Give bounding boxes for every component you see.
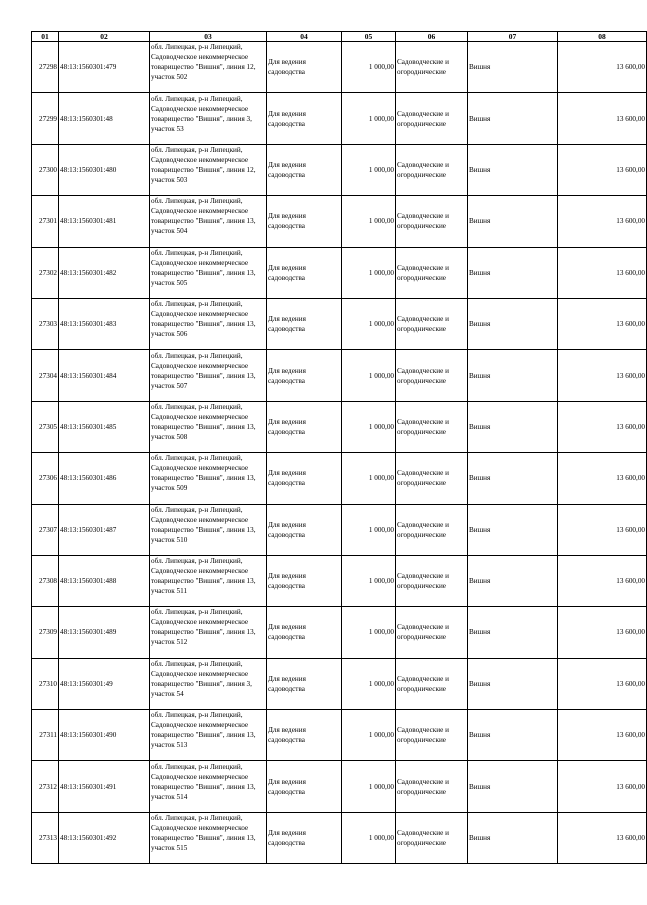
row-number-cell: 27307 [32,504,59,555]
land-category-cell: Садоводческие и огороднические [396,196,468,247]
cadastral-number-cell: 48:13:1560301:491 [59,761,150,812]
area-cell: 1 000,00 [342,710,396,761]
land-registry-table [31,31,647,864]
cadastral-value-cell: 13 600,00 [558,607,647,658]
row-number-cell: 27303 [32,298,59,349]
area-cell: 1 000,00 [342,607,396,658]
permitted-use-cell: Для ведения садоводства [267,93,342,144]
partnership-name-cell: Вишня [468,710,558,761]
area-cell: 1 000,00 [342,350,396,401]
land-category-cell: Садоводческие и огороднические [396,350,468,401]
cadastral-value-cell: 13 600,00 [558,812,647,863]
row-number-cell: 27306 [32,453,59,504]
cadastral-value-cell: 13 600,00 [558,350,647,401]
cadastral-number-cell: 48:13:1560301:487 [59,504,150,555]
permitted-use-cell: Для ведения садоводства [267,298,342,349]
land-category-cell: Садоводческие и огороднические [396,93,468,144]
column-header-01: 01 [32,32,59,42]
row-number-cell: 27305 [32,401,59,452]
column-header-06: 06 [396,32,468,42]
permitted-use-cell: Для ведения садоводства [267,42,342,93]
address-text: обл. Липецкая, р-н Липецкий, Садоводческое некоммерческое товарищество "Вишня", линия 13, участок 514 [151,762,256,801]
permitted-use-cell: Для ведения садоводства [267,710,342,761]
permitted-use-cell: Для ведения садоводства [267,196,342,247]
column-header-04: 04 [267,32,342,42]
address-text: обл. Липецкая, р-н Липецкий, Садоводческое некоммерческое товарищество "Вишня", линия 13, участок 511 [151,557,256,596]
area-cell: 1 000,00 [342,93,396,144]
address-cell [150,247,267,298]
row-number-cell: 27304 [32,350,59,401]
permitted-use-cell: Для ведения садоводства [267,504,342,555]
partnership-name-cell: Вишня [468,812,558,863]
permitted-use-cell: Для ведения садоводства [267,812,342,863]
land-category-cell: Садоводческие и огороднические [396,453,468,504]
column-header-07: 07 [468,32,558,42]
partnership-name-cell: Вишня [468,504,558,555]
cadastral-number-cell: 48:13:1560301:49 [59,658,150,709]
address-text: обл. Липецкая, р-н Липецкий, Садоводческое некоммерческое товарищество "Вишня", линия 3, участок 53 [151,94,252,133]
row-number-cell: 27313 [32,812,59,863]
cadastral-value-cell: 13 600,00 [558,247,647,298]
address-cell [150,710,267,761]
partnership-name-cell: Вишня [468,453,558,504]
table-row [32,658,647,709]
address-cell [150,453,267,504]
land-category-cell: Садоводческие и огороднические [396,658,468,709]
cadastral-number-cell: 48:13:1560301:485 [59,401,150,452]
permitted-use-cell: Для ведения садоводства [267,144,342,195]
table-row [32,144,647,195]
address-cell [150,93,267,144]
land-category-cell: Садоводческие и огороднические [396,144,468,195]
address-text: обл. Липецкая, р-н Липецкий, Садоводческое некоммерческое товарищество "Вишня", линия 13, участок 505 [151,248,256,287]
row-number-cell: 27309 [32,607,59,658]
area-cell: 1 000,00 [342,812,396,863]
row-number-cell: 27311 [32,710,59,761]
area-cell: 1 000,00 [342,658,396,709]
address-cell [150,196,267,247]
address-cell [150,504,267,555]
table-row [32,247,647,298]
cadastral-value-cell: 13 600,00 [558,93,647,144]
cadastral-number-cell: 48:13:1560301:486 [59,453,150,504]
document-page [31,31,647,864]
address-text: обл. Липецкая, р-н Липецкий, Садоводческое некоммерческое товарищество "Вишня", линия 13, участок 513 [151,711,256,750]
column-header-02: 02 [59,32,150,42]
cadastral-value-cell: 13 600,00 [558,196,647,247]
permitted-use-cell: Для ведения садоводства [267,350,342,401]
land-category-cell: Садоводческие и огороднические [396,42,468,93]
cadastral-value-cell: 13 600,00 [558,555,647,606]
permitted-use-cell: Для ведения садоводства [267,401,342,452]
address-text: обл. Липецкая, р-н Липецкий, Садоводческое некоммерческое товарищество "Вишня", линия 13, участок 512 [151,608,256,647]
table-row [32,607,647,658]
table-row [32,453,647,504]
column-header-05: 05 [342,32,396,42]
table-row [32,196,647,247]
table-row [32,761,647,812]
area-cell: 1 000,00 [342,298,396,349]
area-cell: 1 000,00 [342,453,396,504]
cadastral-value-cell: 13 600,00 [558,710,647,761]
area-cell: 1 000,00 [342,144,396,195]
table-body [32,42,647,864]
land-category-cell: Садоводческие и огороднические [396,607,468,658]
partnership-name-cell: Вишня [468,42,558,93]
cadastral-number-cell: 48:13:1560301:481 [59,196,150,247]
area-cell: 1 000,00 [342,401,396,452]
cadastral-number-cell: 48:13:1560301:482 [59,247,150,298]
address-text: обл. Липецкая, р-н Липецкий, Садоводческое некоммерческое товарищество "Вишня", линия 13, участок 504 [151,197,256,236]
address-cell [150,812,267,863]
address-text: обл. Липецкая, р-н Липецкий, Садоводческое некоммерческое товарищество "Вишня", линия 13, участок 510 [151,505,256,544]
table-row [32,555,647,606]
cadastral-value-cell: 13 600,00 [558,504,647,555]
cadastral-value-cell: 13 600,00 [558,453,647,504]
area-cell: 1 000,00 [342,42,396,93]
cadastral-value-cell: 13 600,00 [558,761,647,812]
address-cell [150,401,267,452]
table-header-row [32,32,647,42]
address-cell [150,144,267,195]
land-category-cell: Садоводческие и огороднические [396,247,468,298]
row-number-cell: 27312 [32,761,59,812]
table-row [32,812,647,863]
land-category-cell: Садоводческие и огороднические [396,504,468,555]
cadastral-number-cell: 48:13:1560301:489 [59,607,150,658]
row-number-cell: 27298 [32,42,59,93]
permitted-use-cell: Для ведения садоводства [267,247,342,298]
cadastral-number-cell: 48:13:1560301:48 [59,93,150,144]
address-cell [150,658,267,709]
partnership-name-cell: Вишня [468,247,558,298]
partnership-name-cell: Вишня [468,658,558,709]
partnership-name-cell: Вишня [468,401,558,452]
address-cell [150,607,267,658]
address-cell [150,298,267,349]
permitted-use-cell: Для ведения садоводства [267,658,342,709]
cadastral-value-cell: 13 600,00 [558,298,647,349]
area-cell: 1 000,00 [342,761,396,812]
cadastral-number-cell: 48:13:1560301:484 [59,350,150,401]
row-number-cell: 27310 [32,658,59,709]
cadastral-number-cell: 48:13:1560301:483 [59,298,150,349]
cadastral-number-cell: 48:13:1560301:488 [59,555,150,606]
table-row [32,93,647,144]
area-cell: 1 000,00 [342,196,396,247]
address-text: обл. Липецкая, р-н Липецкий, Садоводческое некоммерческое товарищество "Вишня", линия 3, участок 54 [151,659,252,698]
row-number-cell: 27300 [32,144,59,195]
row-number-cell: 27301 [32,196,59,247]
partnership-name-cell: Вишня [468,350,558,401]
land-category-cell: Садоводческие и огороднические [396,401,468,452]
partnership-name-cell: Вишня [468,607,558,658]
partnership-name-cell: Вишня [468,144,558,195]
area-cell: 1 000,00 [342,555,396,606]
area-cell: 1 000,00 [342,247,396,298]
area-cell: 1 000,00 [342,504,396,555]
land-category-cell: Садоводческие и огороднические [396,710,468,761]
partnership-name-cell: Вишня [468,298,558,349]
cadastral-number-cell: 48:13:1560301:490 [59,710,150,761]
partnership-name-cell: Вишня [468,555,558,606]
land-category-cell: Садоводческие и огороднические [396,555,468,606]
address-text: обл. Липецкая, р-н Липецкий, Садоводческое некоммерческое товарищество "Вишня", линия 12, участок 503 [151,145,256,184]
partnership-name-cell: Вишня [468,196,558,247]
address-cell [150,350,267,401]
address-cell [150,42,267,93]
partnership-name-cell: Вишня [468,93,558,144]
cadastral-number-cell: 48:13:1560301:479 [59,42,150,93]
land-category-cell: Садоводческие и огороднические [396,761,468,812]
table-row [32,401,647,452]
table-row [32,350,647,401]
cadastral-value-cell: 13 600,00 [558,658,647,709]
address-text: обл. Липецкая, р-н Липецкий, Садоводческое некоммерческое товарищество "Вишня", линия 13, участок 515 [151,814,256,853]
table-row [32,298,647,349]
address-cell [150,761,267,812]
address-text: обл. Липецкая, р-н Липецкий, Садоводческое некоммерческое товарищество "Вишня", линия 13, участок 506 [151,300,256,339]
table-row [32,710,647,761]
address-text: обл. Липецкая, р-н Липецкий, Садоводческое некоммерческое товарищество "Вишня", линия 13, участок 509 [151,454,256,493]
row-number-cell: 27299 [32,93,59,144]
cadastral-number-cell: 48:13:1560301:480 [59,144,150,195]
address-cell [150,555,267,606]
address-text: обл. Липецкая, р-н Липецкий, Садоводческое некоммерческое товарищество "Вишня", линия 13, участок 508 [151,402,256,441]
column-header-03: 03 [150,32,267,42]
permitted-use-cell: Для ведения садоводства [267,761,342,812]
table-row [32,42,647,93]
cadastral-value-cell: 13 600,00 [558,42,647,93]
row-number-cell: 27302 [32,247,59,298]
cadastral-number-cell: 48:13:1560301:492 [59,812,150,863]
partnership-name-cell: Вишня [468,761,558,812]
row-number-cell: 27308 [32,555,59,606]
table-row [32,504,647,555]
land-category-cell: Садоводческие и огороднические [396,812,468,863]
cadastral-value-cell: 13 600,00 [558,144,647,195]
permitted-use-cell: Для ведения садоводства [267,453,342,504]
permitted-use-cell: Для ведения садоводства [267,555,342,606]
land-category-cell: Садоводческие и огороднические [396,298,468,349]
address-text: обл. Липецкая, р-н Липецкий, Садоводческое некоммерческое товарищество "Вишня", линия 13, участок 507 [151,351,256,390]
address-text: обл. Липецкая, р-н Липецкий, Садоводческое некоммерческое товарищество "Вишня", линия 12, участок 502 [151,43,256,82]
cadastral-value-cell: 13 600,00 [558,401,647,452]
column-header-08: 08 [558,32,647,42]
permitted-use-cell: Для ведения садоводства [267,607,342,658]
